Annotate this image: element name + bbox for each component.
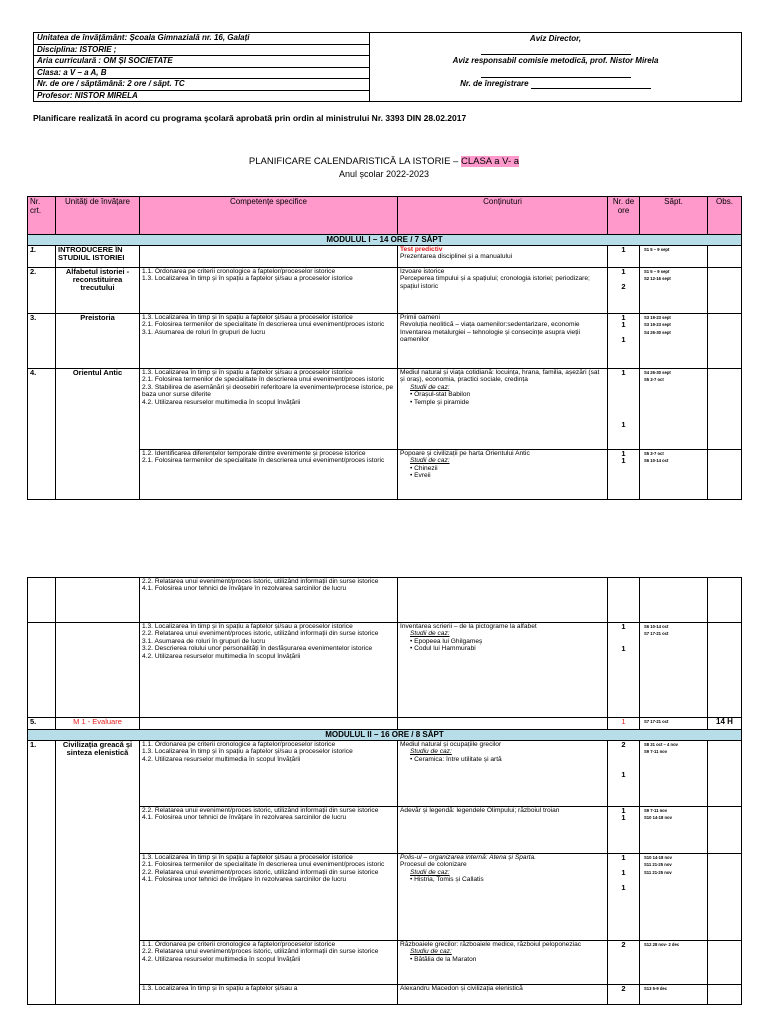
competences-cell	[140, 369, 398, 450]
competences-cell	[140, 985, 398, 1005]
bullet-item: • Chinezii	[410, 464, 438, 472]
case-study-label: Studii de caz:	[410, 457, 450, 465]
competence-item: 4.2. Utilizarea resurselor multimedia în scopul învățării	[142, 398, 301, 406]
competences-cell	[140, 854, 398, 941]
hours-value: 1	[621, 806, 626, 815]
competence-item: 3.1. Asumarea de roluri în grupuri de lucru	[142, 637, 266, 645]
week-value: S7 17-21 oct	[644, 631, 669, 637]
bullet-item: • Bătălia de la Maraton	[410, 955, 477, 963]
learning-unit	[56, 578, 140, 623]
week-value: S11 21-25 nov	[644, 862, 672, 868]
week-cell	[640, 854, 708, 941]
competences-cell	[140, 623, 398, 718]
table-row	[28, 314, 742, 369]
content-item: Adevăr și legendă: legendele Olimpului; războiul troian	[400, 807, 560, 814]
week-cell	[640, 807, 708, 854]
competence-item: 2.2. Relatarea unui eveniment/proces istoric, utilizând informații din surse istorice	[142, 807, 379, 814]
week-value: S8 31 oct – 4 nov	[644, 742, 678, 747]
week-value: S6 10-14 oct	[644, 624, 669, 629]
document-title	[0, 156, 768, 167]
col-sapt: Săpt.	[640, 197, 708, 235]
hours-value: 1	[621, 867, 626, 877]
registration-label: Nr. de înregistrare	[460, 79, 529, 89]
week-value: S11 21-25 nov	[644, 869, 672, 875]
competence-item: 3.2. Descrierea rolului unor personalități în desfășurarea evenimentelor istorice	[142, 645, 373, 653]
discipline: Disciplina: ISTORIE ;	[34, 44, 370, 56]
content-item: Mediul natural și viața cotidiană: locuința, hrana, familia, așezări (sat și oraș), economia, practici sociale, credința	[400, 369, 600, 384]
contents-cell	[398, 718, 608, 730]
hours-value: 1	[621, 882, 626, 892]
module-row	[28, 730, 742, 741]
hours-cell	[608, 450, 640, 500]
bullet-item: • Orașul-stat Babilon	[410, 391, 471, 399]
learning-unit: Preistoria	[56, 314, 140, 369]
table-row	[28, 369, 742, 450]
table-row	[28, 268, 742, 314]
content-item: Perceperea timpului și a spațiului; cronologia istoriei; periodizare; spațiul istoric	[400, 275, 590, 290]
contents-cell	[398, 314, 608, 369]
week-value: S5 3-7 oct	[644, 451, 664, 456]
bullet-item: • Codul lui Hammurabi	[410, 645, 476, 653]
teacher: Profesor: NISTOR MIRELA	[34, 90, 370, 102]
hours-cell: 2	[608, 941, 640, 985]
col-continuturi: Conținuturi	[398, 197, 608, 235]
contents-cell	[398, 941, 608, 985]
competence-item: 4.1. Folosirea unor tehnici de învățare în rezolvarea sarcinilor de lucru	[142, 585, 347, 593]
school-unit: Unitatea de învățământ: Școala Gimnazială nr. 16, Galați	[34, 33, 370, 45]
col-competente: Competențe specifice	[140, 197, 398, 235]
hours-value: 1	[621, 853, 626, 862]
hours-cell	[608, 623, 640, 718]
hours-value: 1	[621, 456, 626, 466]
learning-unit: Civilizația greacă și sinteza elenistică	[56, 741, 140, 1005]
hours-cell	[608, 268, 640, 314]
content-item: Polis-ul – organizarea internă: Atena și Sparta.	[400, 854, 537, 861]
title-prefix: PLANIFICARE CALENDARISTICĂ LA ISTORIE –	[248, 156, 461, 167]
week-value: S9 7-11 nov	[644, 749, 668, 755]
obs-cell	[708, 623, 742, 718]
title-highlight: CLASA a V- a	[460, 156, 520, 167]
competence-item: 1.3. Localizarea în timp și în spațiu a faptelor și/sau a proceselor istorice	[142, 275, 353, 283]
week-cell: S12 28 nov- 2 dec	[640, 941, 708, 985]
contents-cell	[398, 246, 608, 268]
week-value: S10 14-18 nov	[644, 815, 672, 821]
bullet-item: • Histria, Tomis și Callatis	[410, 876, 484, 884]
case-study-label: Studii de caz:	[410, 630, 450, 638]
obs-cell	[708, 268, 742, 314]
hours-value: 1	[621, 368, 626, 377]
week-cell	[640, 578, 708, 623]
case-study-label: Studiu de caz:	[410, 748, 452, 756]
week-value: S3 19-23 sept	[644, 315, 671, 320]
competence-item: 1.3. Localizarea în timp și în spațiu a faptelor și/sau a proceselor istorice	[142, 314, 353, 321]
bullet-item: • Evreii	[410, 472, 431, 480]
content-item: Alexandru Macedon și civilizația elenistică	[400, 985, 523, 992]
hours-cell: 2	[608, 985, 640, 1005]
col-obs: Obs.	[708, 197, 742, 235]
hours-cell	[608, 741, 640, 807]
competence-item: 1.3. Localizarea în timp și în spațiu a faptelor și/sau a proceselor istorice	[142, 748, 353, 756]
commission-signature-line	[370, 67, 742, 79]
hours-cell	[608, 807, 640, 854]
competence-item: 2.1. Folosirea termenilor de specialitate în descrierea unui eveniment/proces istoric	[142, 861, 385, 869]
table-row	[28, 623, 742, 718]
competences-cell	[140, 741, 398, 807]
plan-table-page-2	[27, 577, 742, 1005]
col-ore: Nr. de ore	[608, 197, 640, 235]
row-number	[28, 578, 56, 623]
case-study-label: Studiu de caz:	[410, 948, 452, 956]
content-item: Popoare și civilizații pe harta Orientului Antic	[400, 450, 530, 457]
bullet-item: • Ceramica: între utilitate și artă	[410, 755, 502, 763]
contents-cell	[398, 369, 608, 450]
row-number	[28, 623, 56, 718]
week-cell: S1 5 – 9 sept	[640, 246, 708, 268]
learning-unit: INTRODUCERE ÎN STUDIUL ISTORIEI	[56, 246, 140, 268]
competences-cell	[140, 314, 398, 369]
contents-cell	[398, 985, 608, 1005]
competence-item: 3.1. Asumarea de roluri în grupuri de lucru	[142, 328, 266, 336]
competences-cell	[140, 807, 398, 854]
hours-value: 2	[621, 740, 626, 749]
competences-cell	[140, 450, 398, 500]
contents-cell	[398, 578, 608, 623]
week-cell	[640, 741, 708, 807]
content-item: Revoluția neolitică – viața oamenilor:sedentarizare, economie	[400, 321, 580, 329]
week-value: S1 5 – 9 sept	[644, 269, 670, 274]
row-number: 5.	[28, 718, 56, 730]
obs-cell: 14 H	[708, 718, 742, 730]
table-row	[28, 578, 742, 623]
week-cell	[640, 450, 708, 500]
week-value: S3 19-23 sept	[644, 322, 671, 328]
week-cell	[640, 268, 708, 314]
week-value: S10 14-18 nov	[644, 855, 672, 860]
content-item: Prezentarea disciplinei și a manualului	[400, 253, 513, 261]
commission-approval: Aviz responsabil comisie metodică, prof. Nistor Mirela	[370, 56, 742, 68]
week-cell	[640, 369, 708, 450]
hours-value: 1	[621, 769, 626, 779]
class: Clasa: a V – a A, B	[34, 67, 370, 79]
competences-cell	[140, 941, 398, 985]
case-study-label: Studii de caz:	[410, 383, 450, 391]
week-value: S4 26-30 sept	[644, 370, 671, 375]
hours-per-week: Nr. de ore / săptămână: 2 ore / săpt. TC	[34, 79, 370, 91]
hours-value: 1	[621, 267, 626, 276]
week-value: S4 26-30 sept	[644, 329, 671, 335]
contents-cell	[398, 268, 608, 314]
col-nr: Nr. crt.	[28, 197, 56, 235]
predictive-test: Test predictiv	[400, 246, 443, 253]
header-empty-cell	[370, 90, 742, 102]
content-item: Primii oameni	[400, 314, 440, 321]
row-number: 4.	[28, 369, 56, 500]
learning-unit	[56, 623, 140, 718]
hours-value: 1	[621, 622, 626, 631]
competence-item: 4.1. Folosirea unor tehnici de învățare în rezolvarea sarcinilor de lucru	[142, 876, 347, 884]
row-number: 1.	[28, 741, 56, 1005]
obs-cell	[708, 854, 742, 941]
learning-unit: Alfabetul istoriei - reconstituirea trecutului	[56, 268, 140, 314]
competence-item: 2.2. Relatarea unui eveniment/proces istoric, utilizând informații din surse istorice	[142, 948, 379, 956]
competence-item: 4.2. Utilizarea resurselor multimedia în scopul învățării	[142, 652, 301, 660]
competence-item: 1.3. Localizarea în timp și în spațiu a faptelor și/sau a	[142, 985, 298, 992]
competence-item: 1.3. Localizarea în timp și în spațiu a faptelor și/sau a proceselor istorice	[142, 854, 353, 861]
competence-item: 1.3. Localizarea în timp și în spațiu a faptelor și/sau a proceselor istorice	[142, 623, 353, 630]
contents-cell	[398, 854, 608, 941]
competence-item: 1.1. Ordonarea pe criterii cronologice a faptelor/proceselor istorice	[142, 741, 336, 748]
row-number: 2.	[28, 268, 56, 314]
competence-item: 2.2. Relatarea unui eveniment/proces istoric, utilizând informații din surse istorice	[142, 578, 379, 585]
competence-item: 1.3. Localizarea în timp și în spațiu a faptelor și/sau a proceselor istorice	[142, 369, 353, 376]
plan-table-page-1	[27, 196, 742, 500]
week-value: S2 12-16 sept	[644, 276, 671, 282]
table-row	[28, 741, 742, 807]
week-value: S6 10-14 oct	[644, 458, 669, 464]
competence-item: 4.2. Utilizarea resurselor multimedia în scopul învățării	[142, 755, 301, 763]
competence-item: 2.2. Relatarea unui eveniment/proces istoric, utilizând informații din surse istorice	[142, 630, 379, 638]
hours-cell	[608, 578, 640, 623]
hours-value: 1	[621, 313, 626, 322]
hours-cell	[608, 854, 640, 941]
competence-item: 1.1. Ordonarea pe criterii cronologice a faptelor/proceselor istorice	[142, 941, 336, 948]
content-item: Inventarea scrierii – de la pictograme la alfabet	[400, 623, 537, 630]
content-item: Mediul natural și ocupațiile grecilor	[400, 741, 502, 748]
obs-cell	[708, 314, 742, 369]
competences-cell	[140, 718, 398, 730]
obs-cell	[708, 246, 742, 268]
contents-cell	[398, 450, 608, 500]
obs-cell	[708, 578, 742, 623]
learning-unit: Orientul Antic	[56, 369, 140, 500]
bullet-item: • Epopeea lui Ghilgameș	[410, 637, 483, 645]
obs-cell	[708, 450, 742, 500]
obs-cell	[708, 807, 742, 854]
module-1-title: MODULUL I – 14 ORE / 7 SĂPT	[28, 235, 742, 246]
table-row	[28, 246, 742, 268]
competences-cell	[140, 268, 398, 314]
content-item: Războaiele grecilor: războaiele medice, războiul peloponeziac	[400, 941, 582, 948]
module-row	[28, 235, 742, 246]
director-approval-label: Aviz Director,	[529, 33, 582, 43]
case-study-label: Studii de caz:	[410, 868, 450, 876]
competence-item: 4.1. Folosirea unor tehnici de învățare în rezolvarea sarcinilor de lucru	[142, 814, 347, 822]
table-header-row	[28, 197, 742, 235]
school-year: Anul școlar 2022-2023	[338, 169, 430, 179]
hours-value: 1	[621, 320, 626, 330]
obs-cell	[708, 985, 742, 1005]
curricular-area: Aria curriculară : OM ȘI SOCIETATE	[34, 56, 370, 68]
week-value: S9 7-11 nov	[644, 808, 668, 813]
hours-value: 1	[621, 419, 626, 429]
contents-cell	[398, 807, 608, 854]
content-item: Izvoare istorice	[400, 268, 445, 275]
obs-cell	[708, 941, 742, 985]
row-number: 1.	[28, 246, 56, 268]
header-info-table	[33, 32, 742, 102]
director-signature-line	[370, 44, 742, 56]
registration-number	[370, 79, 742, 91]
content-item: Inventarea metalurgiei – tehnologie și consecințe asupra vieții oamenilor	[400, 328, 580, 344]
week-cell	[640, 314, 708, 369]
competences-cell	[140, 246, 398, 268]
week-cell: S7 17-21 oct	[640, 718, 708, 730]
week-value: S5 3-7 oct	[644, 377, 664, 383]
competence-item: 2.3. Stabilirea de asemănări și deosebiri referitoare la evenimente/procese istorice, pe baza unor surse diferite	[142, 383, 394, 399]
col-unitati: Unități de învățare	[56, 197, 140, 235]
content-item: Procesul de colonizare	[400, 861, 467, 869]
director-approval	[370, 33, 742, 45]
hours-cell: 1	[608, 718, 640, 730]
hours-value: 2	[621, 281, 626, 291]
obs-cell	[708, 741, 742, 807]
hours-value: 1	[621, 449, 626, 458]
hours-value: 1	[621, 644, 626, 654]
competence-item: 1.2. Identificarea diferențelor temporale dintre evenimente și procese istorice	[142, 450, 366, 457]
learning-unit: M 1 - Evaluare	[56, 718, 140, 730]
row-number: 3.	[28, 314, 56, 369]
competence-item: 2.1. Folosirea termenilor de specialitate în descrierea unui eveniment/proces istoric	[142, 321, 385, 329]
competence-item: 2.2. Relatarea unui eveniment/proces istoric, utilizând informații din surse istorice	[142, 868, 379, 876]
competence-item: 2.1. Folosirea termenilor de specialitate în descrierea unui eveniment/proces istoric	[142, 376, 385, 384]
week-cell: S13 5-9 dec	[640, 985, 708, 1005]
hours-cell	[608, 369, 640, 450]
contents-cell	[398, 741, 608, 807]
competence-item: 2.1. Folosirea termenilor de specialitate în descrierea unui eveniment/proces istoric	[142, 457, 385, 465]
hours-value: 1	[621, 813, 626, 823]
bullet-item: • Temple și piramide	[410, 398, 469, 406]
week-cell	[640, 623, 708, 718]
hours-value: 1	[621, 335, 626, 345]
module-2-title: MODULUL II – 16 ORE / 8 SĂPT	[28, 730, 742, 741]
curriculum-note: Planificare realizată în acord cu programa şcolară aprobată prin ordin al ministrului Nr. 3393 DIN 28.02.2017	[33, 113, 467, 123]
table-row	[28, 718, 742, 730]
competence-item: 4.2. Utilizarea resurselor multimedia în scopul învățării	[142, 955, 301, 963]
obs-cell	[708, 369, 742, 450]
competences-cell	[140, 578, 398, 623]
hours-cell: 1	[608, 246, 640, 268]
contents-cell	[398, 623, 608, 718]
competence-item: 1.1. Ordonarea pe criterii cronologice a faptelor/proceselor istorice	[142, 268, 336, 275]
hours-cell	[608, 314, 640, 369]
